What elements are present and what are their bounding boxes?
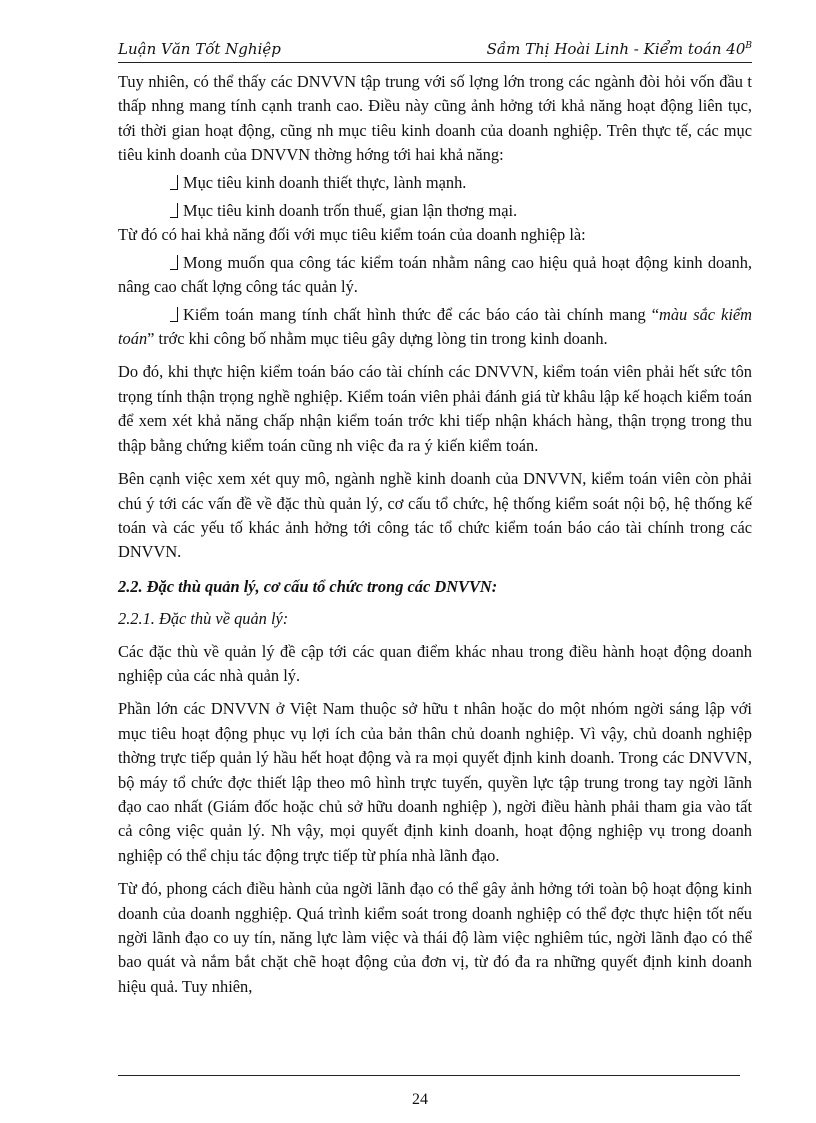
bullet-text: Mục tiêu kinh doanh thiết thực, lành mạnh. [183,172,467,192]
bullet-text: ” trớc khi công bố nhằm mục tiêu gây dựng lòng tin trong kinh doanh. [147,329,608,349]
header-author-sup: B [745,41,752,51]
bullet-item [118,303,752,352]
paragraph: Do đó, khi thực hiện kiểm toán báo cáo tài chính các DNVVN, kiểm toán viên phải hết sức tôn trọng tính thận trọng nghề nghiệp. Kiểm toán viên phải đánh giá từ khâu lập kế hoạch kiểm toán để xem xét khả năng chấp nhận kiểm toán trớc khi tiếp nhận khách hàng, thận trọng trong thu thập bằng chứng kiểm toán cũng nh việc đa ra ý kiến kiểm toán. [118,362,752,455]
bullet-mark-icon [170,307,178,322]
bullet-text: Kiểm toán mang tính chất hình thức để các báo cáo tài chính mang “ [183,304,659,324]
subsection-heading: 2.2.1. Đặc thù về quản lý: [118,609,289,629]
bullet-item [118,251,752,300]
running-header [118,40,752,63]
paragraph: Bên cạnh việc xem xét quy mô, ngành nghề kinh doanh của DNVVN, kiểm toán viên còn phải chú ý tới các vấn đề về đặc thù quản lý, cơ cấu tổ chức, hệ thống kiểm soát nội bộ, hệ thống kế toán và các yếu tố khác ảnh hởng tới công tác tổ chức kiểm toán báo cáo tài chính trong các DNVVN. [118,469,752,562]
paragraph: Từ đó có hai khả năng đối với mục tiêu kiểm toán của doanh nghiệp là: [118,225,586,245]
header-author-text: Sầm Thị Hoài Linh - Kiểm toán 40 [486,40,746,58]
bullet-text: Mục tiêu kinh doanh trốn thuế, gian lận thơng mại. [183,201,518,221]
paragraph: Các đặc thù về quản lý đề cập tới các quan điểm khác nhau trong điều hành hoạt động doanh nghiệp của các nhà quản lý. [118,641,752,685]
bullet-item [118,171,752,195]
paragraph: Từ đó, phong cách điều hành của ngời lãnh đạo có thể gây ảnh hởng tới toàn bộ hoạt động kinh doanh của doanh ngghiệp. Quá trình kiểm soát trong doanh nghiệp có thể đợc thực hiện tốt nếu ngời lãnh đạo co uy tín, năng lực làm việc và thái độ làm việc nghiêm túc, ngời lãnh đạo có thể bao quát và nắm bắt chặt chẽ hoạt động của đơn vị, từ đó đa ra những quyết định kinh doanh hiệu quả. Tuy nhiên, [118,879,752,996]
page-number: 24 [412,1091,428,1108]
bullet-item [118,199,752,223]
bullet-emphasis: màu sắc kiểm toán [118,304,752,349]
paragraph: Phần lớn các DNVVN ở Việt Nam thuộc sở hữu t nhân hoặc do một nhóm ngời sáng lập với mục tiêu hoạt động phục vụ lợi ích của bản thân chủ doanh nghiệp. Vì vậy, chủ doanh nghiệp thờng trực tiếp quản lý hầu hết hoạt động và ra mọi quyết định kinh doanh. Trong các DNVVN, bộ máy tổ chức đợc thiết lập theo mô hình trực tuyến, quyền lực tập trung trong tay ngời lãnh đạo cao nhất (Giám đốc hoặc chủ sở hữu doanh nghiệp ), ngời điều hành phải tham gia vào tất cả công việc quản lý. Nh vậy, mọi quyết định kinh doanh, hoạt động nghiệp vụ trong doanh nghiệp có thể chịu tác động trực tiếp từ phía nhà lãnh đạo. [118,699,752,865]
footer-rule [118,1075,740,1076]
header-thesis-title: Luận Văn Tốt Nghiệp [118,40,281,58]
document-body [118,70,752,1008]
bullet-mark-icon [170,255,178,270]
bullet-mark-icon [170,203,178,218]
bullet-mark-icon [170,175,178,190]
bullet-text: Mong muốn qua công tác kiểm toán nhằm nâng cao hiệu quả hoạt động kinh doanh, nâng cao chất lợng công tác quản lý. [118,252,752,297]
paragraph: Tuy nhiên, có thể thấy các DNVVN tập trung với số lợng lớn trong các ngành đòi hỏi vốn đầu t thấp nhng mang tính cạnh tranh cao. Điều này cũng ảnh hởng tới khả năng hoạt động liên tục, tới thời gian hoạt động, cũng nh mục tiêu kinh doanh của doanh nghiệp. Trên thực tế, các mục tiêu kinh doanh của DNVVN thờng hớng tới hai khả năng: [118,72,752,165]
header-author [487,40,752,58]
section-heading: 2.2. Đặc thù quản lý, cơ cấu tổ chức trong các DNVVN: [118,576,498,596]
